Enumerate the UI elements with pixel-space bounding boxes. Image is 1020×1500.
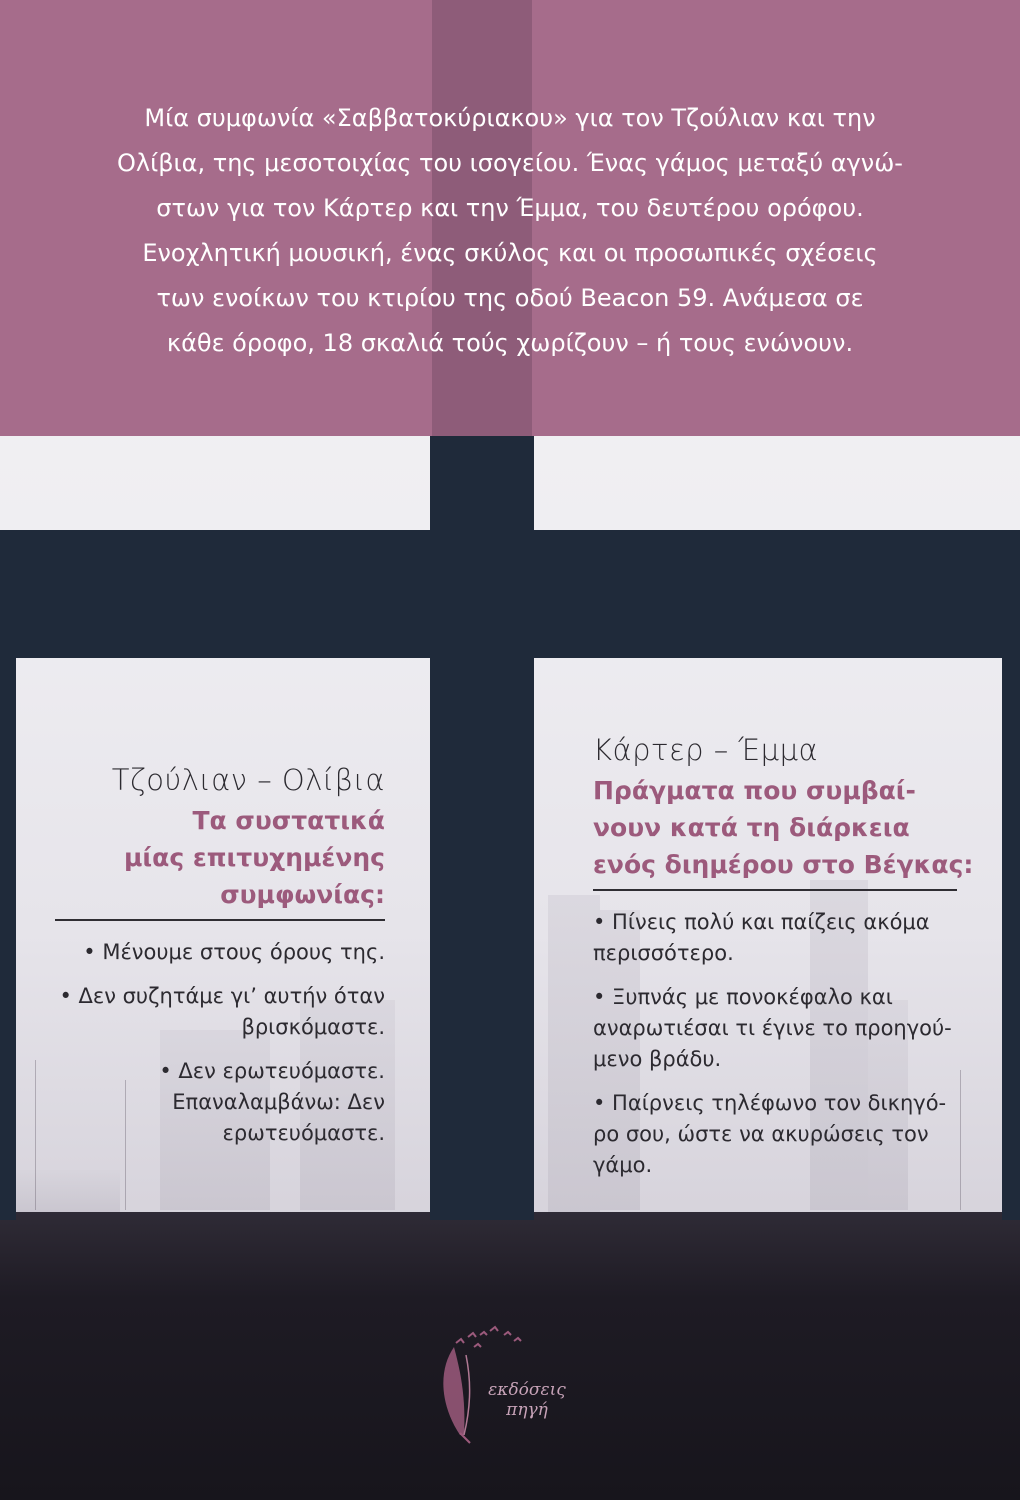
julian-olivia-section — [25, 762, 385, 1162]
list-item-line: αναρωτιέσαι τι έγινε το προηγού- — [593, 1016, 952, 1040]
list-item-line: • Δεν ερωτευόμαστε. — [159, 1059, 385, 1083]
heading-line: μίας επιτυχημένης — [124, 843, 385, 872]
list-item — [25, 1056, 385, 1149]
list-item — [25, 937, 385, 968]
list-item — [593, 1088, 993, 1181]
list-item-line: βρισκόμαστε. — [241, 1015, 385, 1039]
blurb-line: των ενοίκων του κτιρίου της οδού Beacon 59. Ανάμεσα σε — [156, 284, 864, 312]
publisher-logo-text — [472, 1380, 582, 1420]
skyscraper — [0, 1170, 120, 1212]
publisher-name-line: πηγή — [506, 1400, 548, 1420]
list-item-line: μενο βράδυ. — [593, 1047, 722, 1071]
blurb-line: Ολίβια, της μεσοτοιχίας του ισογείου. Ένας γάμος μεταξύ αγνώ- — [117, 149, 903, 177]
heading-line: Τα συστατικά — [192, 806, 385, 835]
list-item-line: • Δεν συζητάμε γι’ αυτήν όταν — [59, 984, 385, 1008]
section-heading — [593, 772, 993, 883]
publisher-name-line: εκδόσεις — [488, 1380, 566, 1400]
list-item-line: • Παίρνεις τηλέφωνο τον δικηγό- — [593, 1091, 947, 1115]
list-item — [25, 981, 385, 1043]
divider — [55, 919, 385, 921]
divider — [593, 889, 957, 891]
list-item-line: περισσότερο. — [593, 941, 734, 965]
heading-line: ενός διημέρου στο Βέγκας: — [593, 850, 974, 879]
blurb-line: Ενοχλητική μουσική, ένας σκύλος και οι προσωπικές σχέσεις — [142, 239, 878, 267]
list-item-line: γάμο. — [593, 1153, 653, 1177]
back-cover-blurb — [70, 96, 950, 366]
section-heading — [25, 802, 385, 913]
carter-emma-section — [593, 732, 993, 1194]
top-blurb-panel — [0, 0, 1020, 436]
couple-names: Κάρτερ – Έμμα — [593, 733, 819, 767]
list-item — [593, 907, 993, 969]
blurb-line: Μία συμφωνία «Σαββατοκύριακου» για τον Τζούλιαν και την — [144, 104, 876, 132]
list-item-line: • Πίνεις πολύ και παίζεις ακόμα — [593, 910, 930, 934]
heading-line: συμφωνίας: — [220, 880, 385, 909]
heading-line: Πράγματα που συμβαί- — [593, 776, 916, 805]
list-item-line: • Ξυπνάς με πονοκέφαλο και — [593, 985, 893, 1009]
couple-names: Τζούλιαν – Ολίβια — [111, 763, 385, 797]
window-frame-left-edge — [0, 640, 16, 1220]
blurb-line: στων για τον Κάρτερ και την Έμμα, του δευτέρου ορόφου. — [156, 194, 864, 222]
window-frame-horizontal — [0, 530, 1020, 658]
blurb-line: κάθε όροφο, 18 σκαλιά τούς χωρίζουν – ή τους ενώνουν. — [166, 329, 854, 357]
list-item-line: ερωτευόμαστε. — [222, 1121, 385, 1145]
heading-line: νουν κατά τη διάρκεια — [593, 813, 910, 842]
list-item-line: Επαναλαμβάνω: Δεν — [172, 1090, 385, 1114]
list-item-line: • Μένουμε στους όρους της. — [83, 940, 385, 964]
window-frame-right-edge — [1002, 640, 1020, 1220]
list-item-line: ρο σου, ώστε να ακυρώσεις τον — [593, 1122, 929, 1146]
list-item — [593, 982, 993, 1075]
